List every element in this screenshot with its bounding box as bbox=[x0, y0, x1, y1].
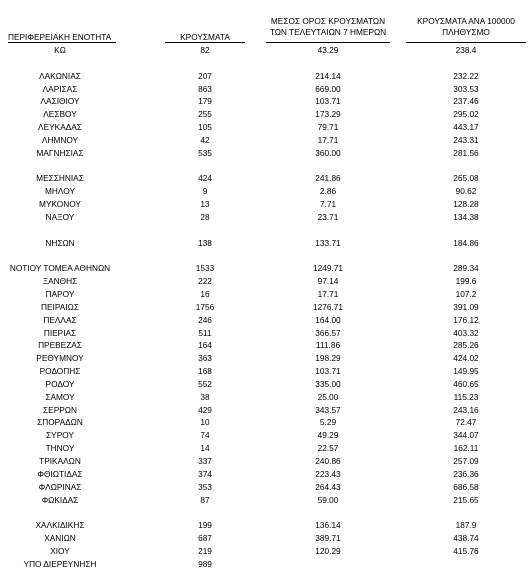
cell-avg-7-days: 669.00 bbox=[315, 83, 341, 94]
cell-per-100000: 238.4 bbox=[455, 45, 477, 55]
table-row bbox=[0, 108, 529, 121]
cell-region: ΛΑΡΙΣΑΣ bbox=[42, 83, 78, 94]
cell-per-100000: 257.09 bbox=[453, 456, 479, 466]
cell-region: ΧΙΟΥ bbox=[50, 545, 70, 556]
cell-per-100000: 424.02 bbox=[453, 353, 479, 364]
cell-region: ΡΕΘΥΜΝΟΥ bbox=[36, 353, 84, 364]
cell-cases: 13 bbox=[200, 199, 210, 210]
cell-region: ΧΑΝΙΩΝ bbox=[44, 533, 76, 544]
cell-avg-7-days: 133.71 bbox=[315, 237, 341, 248]
cell-avg-7-days: 1276.71 bbox=[313, 301, 343, 312]
cell-region: ΝΟΤΙΟΥ ΤΟΜΕΑ ΑΘΗΝΩΝ bbox=[9, 263, 111, 274]
cell-avg-7-days: 335.00 bbox=[315, 378, 341, 389]
cell-per-100000: 438.74 bbox=[453, 533, 479, 544]
cell-region: ΞΑΝΘΗΣ bbox=[42, 276, 78, 287]
header-underline-cases bbox=[165, 42, 245, 43]
cell-per-100000: 391.09 bbox=[453, 301, 479, 312]
cell-region: ΠΑΡΟΥ bbox=[45, 289, 75, 300]
table-row bbox=[0, 339, 529, 352]
cell-region: ΛΕΣΒΟΥ bbox=[43, 109, 77, 120]
spacer-row bbox=[0, 224, 529, 237]
table-row bbox=[0, 44, 529, 57]
cell-avg-7-days: 264.43 bbox=[315, 481, 341, 492]
cell-avg-7-days: 97.14 bbox=[317, 276, 339, 287]
table-row bbox=[0, 198, 529, 211]
table-row bbox=[0, 481, 529, 494]
header-underline-region bbox=[8, 42, 116, 43]
cell-avg-7-days: 389.71 bbox=[315, 533, 341, 544]
table-row bbox=[0, 185, 529, 198]
cell-cases: 138 bbox=[198, 237, 212, 248]
cell-region: ΜΗΛΟΥ bbox=[45, 186, 75, 197]
table-row bbox=[0, 468, 529, 481]
cell-avg-7-days: 25.00 bbox=[317, 391, 339, 402]
table-row bbox=[0, 262, 529, 275]
cell-avg-7-days: 59.00 bbox=[317, 494, 339, 505]
cell-cases: 255 bbox=[198, 109, 212, 120]
cell-avg-7-days: 7.71 bbox=[319, 199, 337, 210]
header-per-line1: ΚΡΟΥΣΜΑΤΑ ΑΝΑ 100000 bbox=[417, 16, 515, 26]
cell-per-100000: 289.34 bbox=[453, 263, 479, 274]
spacer-row bbox=[0, 506, 529, 519]
header-avg-line1: ΜΕΣΟΣ ΟΡΟΣ ΚΡΟΥΣΜΑΤΩΝ bbox=[270, 16, 386, 26]
cell-avg-7-days: 198.29 bbox=[315, 353, 341, 364]
cell-cases: 10 bbox=[200, 417, 210, 428]
cell-avg-7-days: 2.86 bbox=[319, 186, 337, 197]
cell-cases: 28 bbox=[200, 211, 210, 222]
table-row bbox=[0, 365, 529, 378]
cell-cases: 38 bbox=[200, 391, 210, 402]
cell-per-100000: 215.65 bbox=[453, 494, 479, 505]
cell-cases: 74 bbox=[200, 430, 210, 441]
cell-cases: 168 bbox=[198, 366, 212, 377]
cell-avg-7-days: 79.71 bbox=[317, 122, 339, 133]
cell-cases: 863 bbox=[198, 83, 212, 94]
cell-avg-7-days: 240.86 bbox=[315, 456, 341, 466]
table-row bbox=[0, 83, 529, 96]
cell-cases: 9 bbox=[202, 186, 208, 197]
cell-cases: 87 bbox=[200, 494, 210, 505]
cell-avg-7-days: 17.71 bbox=[317, 134, 339, 145]
cell-avg-7-days: 241.86 bbox=[315, 173, 341, 184]
table-row bbox=[0, 314, 529, 327]
cell-cases: 535 bbox=[198, 147, 212, 158]
table-row bbox=[0, 545, 529, 558]
cell-region: ΛΑΣΙΘΙΟΥ bbox=[40, 96, 80, 107]
cell-cases: 14 bbox=[200, 443, 210, 454]
cell-cases: 363 bbox=[198, 353, 212, 364]
cell-avg-7-days: 103.71 bbox=[315, 366, 341, 377]
table-row bbox=[0, 494, 529, 507]
cell-region: ΤΡΙΚΑΛΩΝ bbox=[39, 456, 81, 466]
cell-avg-7-days: 360.00 bbox=[315, 147, 341, 158]
table-row bbox=[0, 172, 529, 185]
cell-per-100000: 303.53 bbox=[453, 83, 479, 94]
cell-per-100000: 403.32 bbox=[453, 327, 479, 338]
cell-region: ΠΙΕΡΙΑΣ bbox=[43, 327, 77, 338]
header-underline-per bbox=[406, 42, 526, 43]
cell-region: ΡΟΔΟΠΗΣ bbox=[39, 366, 81, 377]
data-table bbox=[0, 44, 529, 571]
header-avg-7-days bbox=[262, 16, 394, 37]
spacer-row bbox=[0, 250, 529, 263]
cell-cases: 207 bbox=[198, 70, 212, 81]
cell-cases: 1533 bbox=[195, 263, 215, 274]
cell-per-100000: 72.47 bbox=[455, 417, 477, 428]
cell-region: ΝΑΞΟΥ bbox=[45, 211, 75, 222]
cell-cases: 1756 bbox=[195, 301, 215, 312]
cell-avg-7-days: 22.57 bbox=[317, 443, 339, 454]
cell-cases: 687 bbox=[198, 533, 212, 544]
cell-cases: 105 bbox=[198, 122, 212, 133]
table-row bbox=[0, 327, 529, 340]
cell-per-100000: 237.46 bbox=[453, 96, 479, 107]
cell-avg-7-days: 111.86 bbox=[315, 340, 341, 351]
cell-cases: 552 bbox=[198, 378, 212, 389]
cell-per-100000: 90.62 bbox=[455, 186, 477, 197]
table-row bbox=[0, 519, 529, 532]
cell-region: ΣΥΡΟΥ bbox=[46, 430, 74, 441]
cell-per-100000: 295.02 bbox=[453, 109, 479, 120]
header-cases: ΚΡΟΥΣΜΑΤΑ bbox=[180, 32, 230, 42]
spacer-row bbox=[0, 160, 529, 173]
cell-per-100000: 285.26 bbox=[453, 340, 479, 351]
header-avg-line2: ΤΩΝ ΤΕΛΕΥΤΑΙΩΝ 7 ΗΜΕΡΩΝ bbox=[269, 26, 387, 37]
cell-cases: 16 bbox=[200, 289, 210, 300]
table-row bbox=[0, 237, 529, 250]
cell-region: ΛΕΥΚΑΔΑΣ bbox=[38, 122, 82, 133]
cell-avg-7-days: 23.71 bbox=[317, 211, 339, 222]
cell-region: ΚΩ bbox=[54, 45, 66, 55]
cell-region: ΛΗΜΝΟΥ bbox=[41, 134, 79, 145]
cell-avg-7-days: 5.29 bbox=[319, 417, 337, 428]
cell-per-100000: 232.22 bbox=[453, 70, 479, 81]
cell-per-100000: 686.58 bbox=[453, 481, 479, 492]
header-per-line2: ΠΛΗΘΥΣΜΟ bbox=[442, 26, 490, 37]
table-row bbox=[0, 121, 529, 134]
cell-per-100000: 281.56 bbox=[453, 147, 479, 158]
cell-region: ΦΘΙΩΤΙΔΑΣ bbox=[37, 468, 83, 479]
cell-cases: 353 bbox=[198, 481, 212, 492]
cell-cases: 337 bbox=[198, 456, 212, 466]
cell-per-100000: 107.2 bbox=[455, 289, 477, 300]
cell-cases: 374 bbox=[198, 468, 212, 479]
cell-per-100000: 460.65 bbox=[453, 378, 479, 389]
cell-region: ΛΑΚΩΝΙΑΣ bbox=[39, 70, 81, 81]
cell-cases: 246 bbox=[198, 314, 212, 325]
cell-cases: 164 bbox=[198, 340, 212, 351]
cell-region: ΣΕΡΡΩΝ bbox=[43, 404, 77, 415]
cell-avg-7-days: 164.00 bbox=[315, 314, 341, 325]
cell-per-100000: 243.31 bbox=[453, 134, 479, 145]
table-row bbox=[0, 352, 529, 365]
cell-region: ΣΑΜΟΥ bbox=[45, 391, 75, 402]
cell-cases: 42 bbox=[200, 134, 210, 145]
table-row bbox=[0, 134, 529, 147]
cell-region: ΧΑΛΚΙΔΙΚΗΣ bbox=[35, 520, 85, 531]
cell-per-100000: 162.11 bbox=[453, 443, 479, 454]
cell-cases: 424 bbox=[198, 173, 212, 184]
table-row bbox=[0, 429, 529, 442]
cell-avg-7-days: 223.43 bbox=[315, 468, 341, 479]
cell-per-100000: 265.08 bbox=[453, 173, 479, 184]
cell-region: ΜΑΓΝΗΣΙΑΣ bbox=[36, 147, 84, 158]
cell-avg-7-days: 366.57 bbox=[315, 327, 341, 338]
cell-per-100000: 115.23 bbox=[453, 391, 479, 402]
header-per-100000 bbox=[400, 16, 529, 37]
cell-avg-7-days: 103.71 bbox=[315, 96, 341, 107]
cell-per-100000: 344.07 bbox=[453, 430, 479, 441]
cell-region: ΡΟΔΟΥ bbox=[45, 378, 75, 389]
cell-per-100000: 199.6 bbox=[455, 276, 477, 287]
cell-cases: 179 bbox=[198, 96, 212, 107]
cell-cases: 989 bbox=[198, 558, 212, 569]
cell-region: ΠΕΙΡΑΙΩΣ bbox=[41, 301, 79, 312]
cell-avg-7-days: 214.14 bbox=[315, 70, 341, 81]
cell-per-100000: 243.16 bbox=[453, 404, 479, 415]
table-row bbox=[0, 442, 529, 455]
cell-avg-7-days: 49.29 bbox=[317, 430, 339, 441]
cell-per-100000: 128.28 bbox=[453, 199, 479, 210]
table-row bbox=[0, 275, 529, 288]
table-row bbox=[0, 532, 529, 545]
cell-region: ΜΥΚΟΝΟΥ bbox=[39, 199, 81, 210]
table-row bbox=[0, 558, 529, 571]
cell-region: ΝΗΣΩΝ bbox=[45, 237, 75, 248]
cell-region: ΦΩΚΙΔΑΣ bbox=[41, 494, 79, 505]
cell-region: ΦΛΩΡΙΝΑΣ bbox=[38, 481, 82, 492]
cell-region: ΣΠΟΡΑΔΩΝ bbox=[37, 417, 83, 428]
table-row bbox=[0, 211, 529, 224]
cell-region: ΥΠΟ ΔΙΕΡΕΥΝΗΣΗ bbox=[23, 558, 97, 569]
cell-per-100000: 134.38 bbox=[453, 211, 479, 222]
table-row bbox=[0, 455, 529, 468]
cell-per-100000: 443.17 bbox=[453, 122, 479, 133]
cell-cases: 82 bbox=[200, 45, 210, 55]
cell-region: ΜΕΣΣΗΝΙΑΣ bbox=[36, 173, 84, 184]
table-row bbox=[0, 416, 529, 429]
table-row bbox=[0, 404, 529, 417]
cell-cases: 219 bbox=[198, 545, 212, 556]
spacer-row bbox=[0, 57, 529, 70]
cell-avg-7-days: 1249.71 bbox=[313, 263, 343, 274]
cell-region: ΠΕΛΛΑΣ bbox=[43, 314, 77, 325]
cell-per-100000: 149.95 bbox=[453, 366, 479, 377]
cell-per-100000: 184.86 bbox=[453, 237, 479, 248]
cell-per-100000: 176.12 bbox=[453, 314, 479, 325]
cell-region: ΤΗΝΟΥ bbox=[45, 443, 75, 454]
cell-cases: 199 bbox=[198, 520, 212, 531]
cell-avg-7-days: 17.71 bbox=[317, 289, 339, 300]
cell-cases: 511 bbox=[198, 327, 212, 338]
cell-avg-7-days: 43.29 bbox=[317, 45, 339, 55]
cell-per-100000: 187.9 bbox=[455, 520, 477, 531]
cell-avg-7-days: 120.29 bbox=[315, 545, 341, 556]
cell-avg-7-days: 136.14 bbox=[315, 520, 341, 531]
table-row bbox=[0, 70, 529, 83]
cell-cases: 222 bbox=[198, 276, 212, 287]
cell-region: ΠΡΕΒΕΖΑΣ bbox=[38, 340, 82, 351]
cell-per-100000: 236.36 bbox=[453, 468, 479, 479]
table-row bbox=[0, 147, 529, 160]
header-underline-avg bbox=[266, 42, 390, 43]
cell-avg-7-days: 173.29 bbox=[315, 109, 341, 120]
cell-per-100000: 415.76 bbox=[453, 545, 479, 556]
table-row bbox=[0, 95, 529, 108]
table-row bbox=[0, 301, 529, 314]
table-row bbox=[0, 378, 529, 391]
table-row bbox=[0, 288, 529, 301]
table-row bbox=[0, 391, 529, 404]
header-region: ΠΕΡΙΦΕΡΕΙΑΚΗ ΕΝΟΤΗΤΑ bbox=[8, 32, 112, 42]
cell-cases: 429 bbox=[198, 404, 212, 415]
cell-avg-7-days: 343.57 bbox=[315, 404, 341, 415]
